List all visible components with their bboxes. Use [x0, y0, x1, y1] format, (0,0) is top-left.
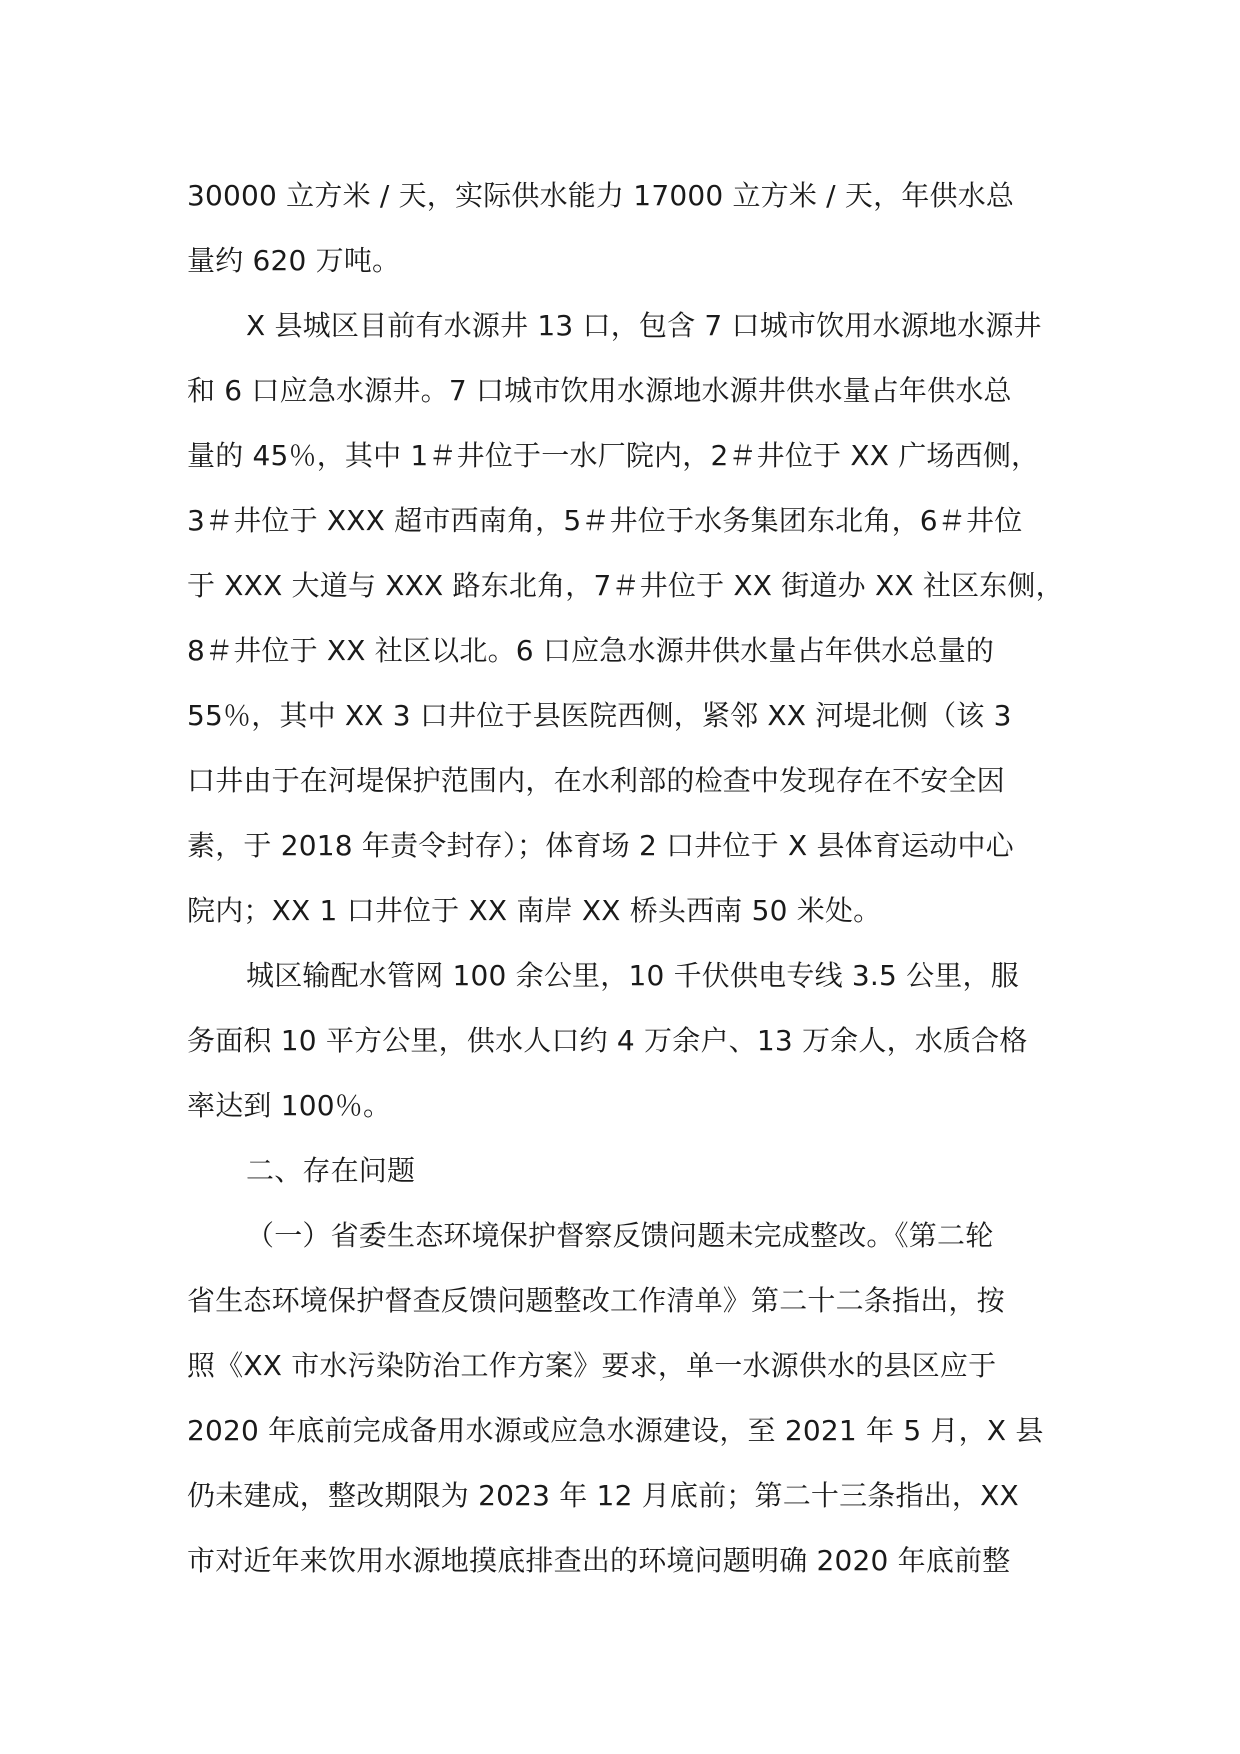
text-line: 市对近年来饮用水源地摸底排查出的环境问题明确 2020 年底前整 — [187, 1544, 1011, 1577]
text-line: 2020 年底前完成备用水源或应急水源建设，至 2021 年 5 月，X 县 — [187, 1414, 1044, 1447]
text-line: 和 6 口应急水源井。7 口城市饮用水源地水源井供水量占年供水总 — [187, 374, 1012, 407]
text-line: 口井由于在河堤保护范围内，在水利部的检查中发现存在不安全因 — [187, 764, 1005, 797]
paragraph-start-line: 城区输配水管网 100 余公里，10 千伏供电专线 3.5 公里，服 — [246, 959, 1019, 992]
text-line: 8＃井位于 XX 社区以北。6 口应急水源井供水量占年供水总量的 — [187, 634, 995, 667]
text-line: 量约 620 万吨。 — [187, 244, 401, 277]
section-heading: 二、存在问题 — [246, 1154, 416, 1187]
text-line: 省生态环境保护督查反馈问题整改工作清单》第二十二条指出，按 — [187, 1284, 1005, 1317]
text-line: 率达到 100％。 — [187, 1089, 392, 1122]
text-line: 务面积 10 平方公里，供水人口约 4 万余户、13 万余人，水质合格 — [187, 1024, 1028, 1057]
text-line: 素，于 2018 年责令封存）；体育场 2 口井位于 X 县体育运动中心 — [187, 829, 1014, 862]
document-body — [187, 163, 1085, 1593]
text-line: 照《XX 市水污染防治工作方案》要求，单一水源供水的县区应于 — [187, 1349, 997, 1382]
text-line: 3＃井位于 XXX 超市西南角，5＃井位于水务集团东北角，6＃井位 — [187, 504, 1023, 537]
text-line: 量的 45％，其中 1＃井位于一水厂院内，2＃井位于 XX 广场西侧， — [187, 439, 1040, 472]
paragraph-start-line: （一）省委生态环境保护督察反馈问题未完成整改。《第二轮 — [246, 1219, 994, 1252]
text-line: 院内；XX 1 口井位于 XX 南岸 XX 桥头西南 50 米处。 — [187, 894, 882, 927]
text-line: 仍未建成，整改期限为 2023 年 12 月底前；第二十三条指出，XX — [187, 1479, 1019, 1512]
text-line: 55％，其中 XX 3 口井位于县医院西侧，紧邻 XX 河堤北侧（该 3 — [187, 699, 1012, 732]
paragraph-start-line: X 县城区目前有水源井 13 口，包含 7 口城市饮用水源地水源井 — [246, 309, 1042, 342]
text-line: 于 XXX 大道与 XXX 路东北角，7＃井位于 XX 街道办 XX 社区东侧， — [187, 569, 1064, 602]
text-line: 30000 立方米 / 天，实际供水能力 17000 立方米 / 天，年供水总 — [187, 179, 1015, 212]
